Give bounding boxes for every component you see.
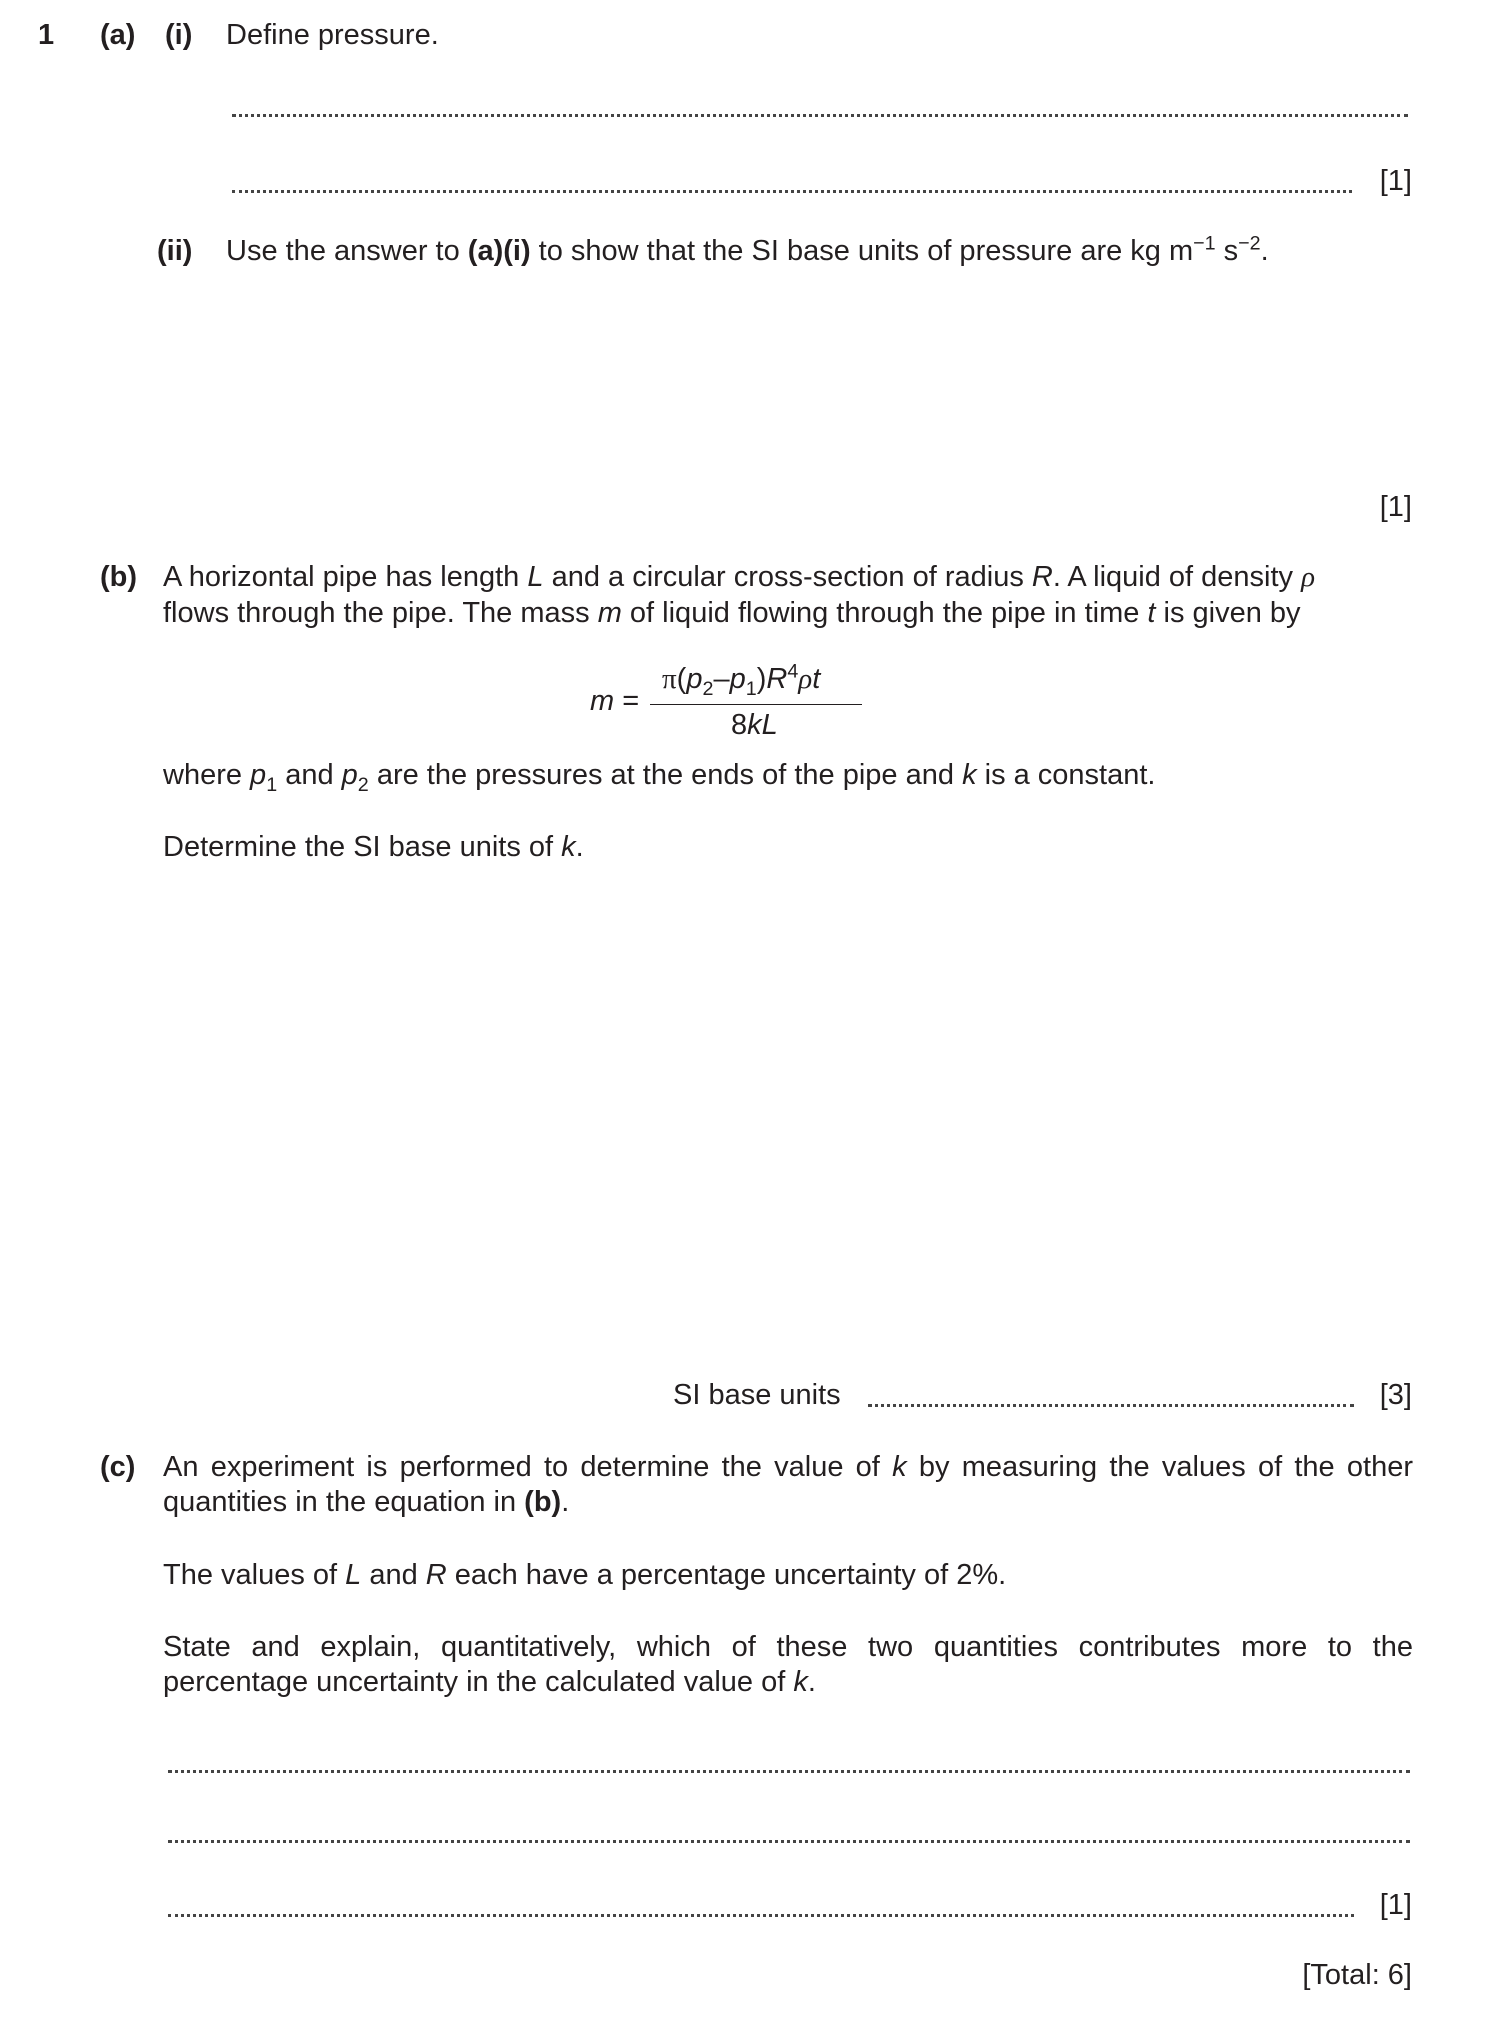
mark-a-ii: [1]	[1379, 491, 1412, 523]
part-b-determine: Determine the SI base units of k.	[163, 831, 584, 863]
part-c-para3: State and explain, quantitatively, which of these two quantities contributes more to the percentage uncertainty in the calculated value of k.	[163, 1631, 1413, 1699]
answer-line-c-2[interactable]	[168, 1840, 1410, 1843]
mark-a-i: [1]	[1379, 165, 1412, 197]
question-number: 1	[38, 19, 55, 51]
equation-numerator: $\pi(p_2-p_1)R^4\rho t$	[662, 660, 821, 700]
answer-line-a-i-1[interactable]	[232, 114, 1408, 117]
equation-fraction-bar	[650, 704, 862, 705]
total-marks: [Total: 6]	[1302, 1959, 1412, 1991]
answer-line-a-i-2[interactable]	[232, 190, 1352, 193]
part-a-i-prompt: Define pressure.	[226, 19, 439, 51]
part-b-line2: flows through the pipe. The mass m of liquid flowing through the pipe in time t is given by	[163, 597, 1301, 629]
part-b-label: (b)	[100, 561, 138, 593]
part-a-label: (a)	[100, 19, 136, 51]
part-b-where: where $p_1$ and $p_2$ are the pressures at the ends of the pipe and k is a constant.	[163, 759, 1156, 796]
mark-c: [1]	[1379, 1889, 1412, 1921]
part-a-ii-label: (ii)	[157, 235, 193, 267]
part-a-i-label: (i)	[165, 19, 193, 51]
answer-line-c-1[interactable]	[168, 1770, 1410, 1773]
answer-line-b[interactable]	[868, 1404, 1354, 1407]
equation-denominator: 8kL	[731, 709, 778, 741]
mark-b: [3]	[1379, 1379, 1412, 1411]
answer-line-c-3[interactable]	[168, 1914, 1354, 1917]
part-c-para1: An experiment is performed to determine the value of k by measuring the values of the other quantities in the equation in (b).	[163, 1451, 1414, 1519]
si-base-units-label: SI base units	[673, 1379, 841, 1411]
part-b-line1: A horizontal pipe has length L and a circular cross-section of radius R. A liquid of density ρ	[163, 561, 1316, 593]
part-c-label: (c)	[100, 1451, 136, 1483]
equation-lhs: m =	[590, 685, 640, 717]
part-c-para2: The values of L and R each have a percentage uncertainty of 2%.	[163, 1559, 1007, 1591]
part-a-ii-prompt: Use the answer to (a)(i) to show that the SI base units of pressure are kg $m^{-1}$ $s^{-2}$.	[226, 232, 1269, 267]
